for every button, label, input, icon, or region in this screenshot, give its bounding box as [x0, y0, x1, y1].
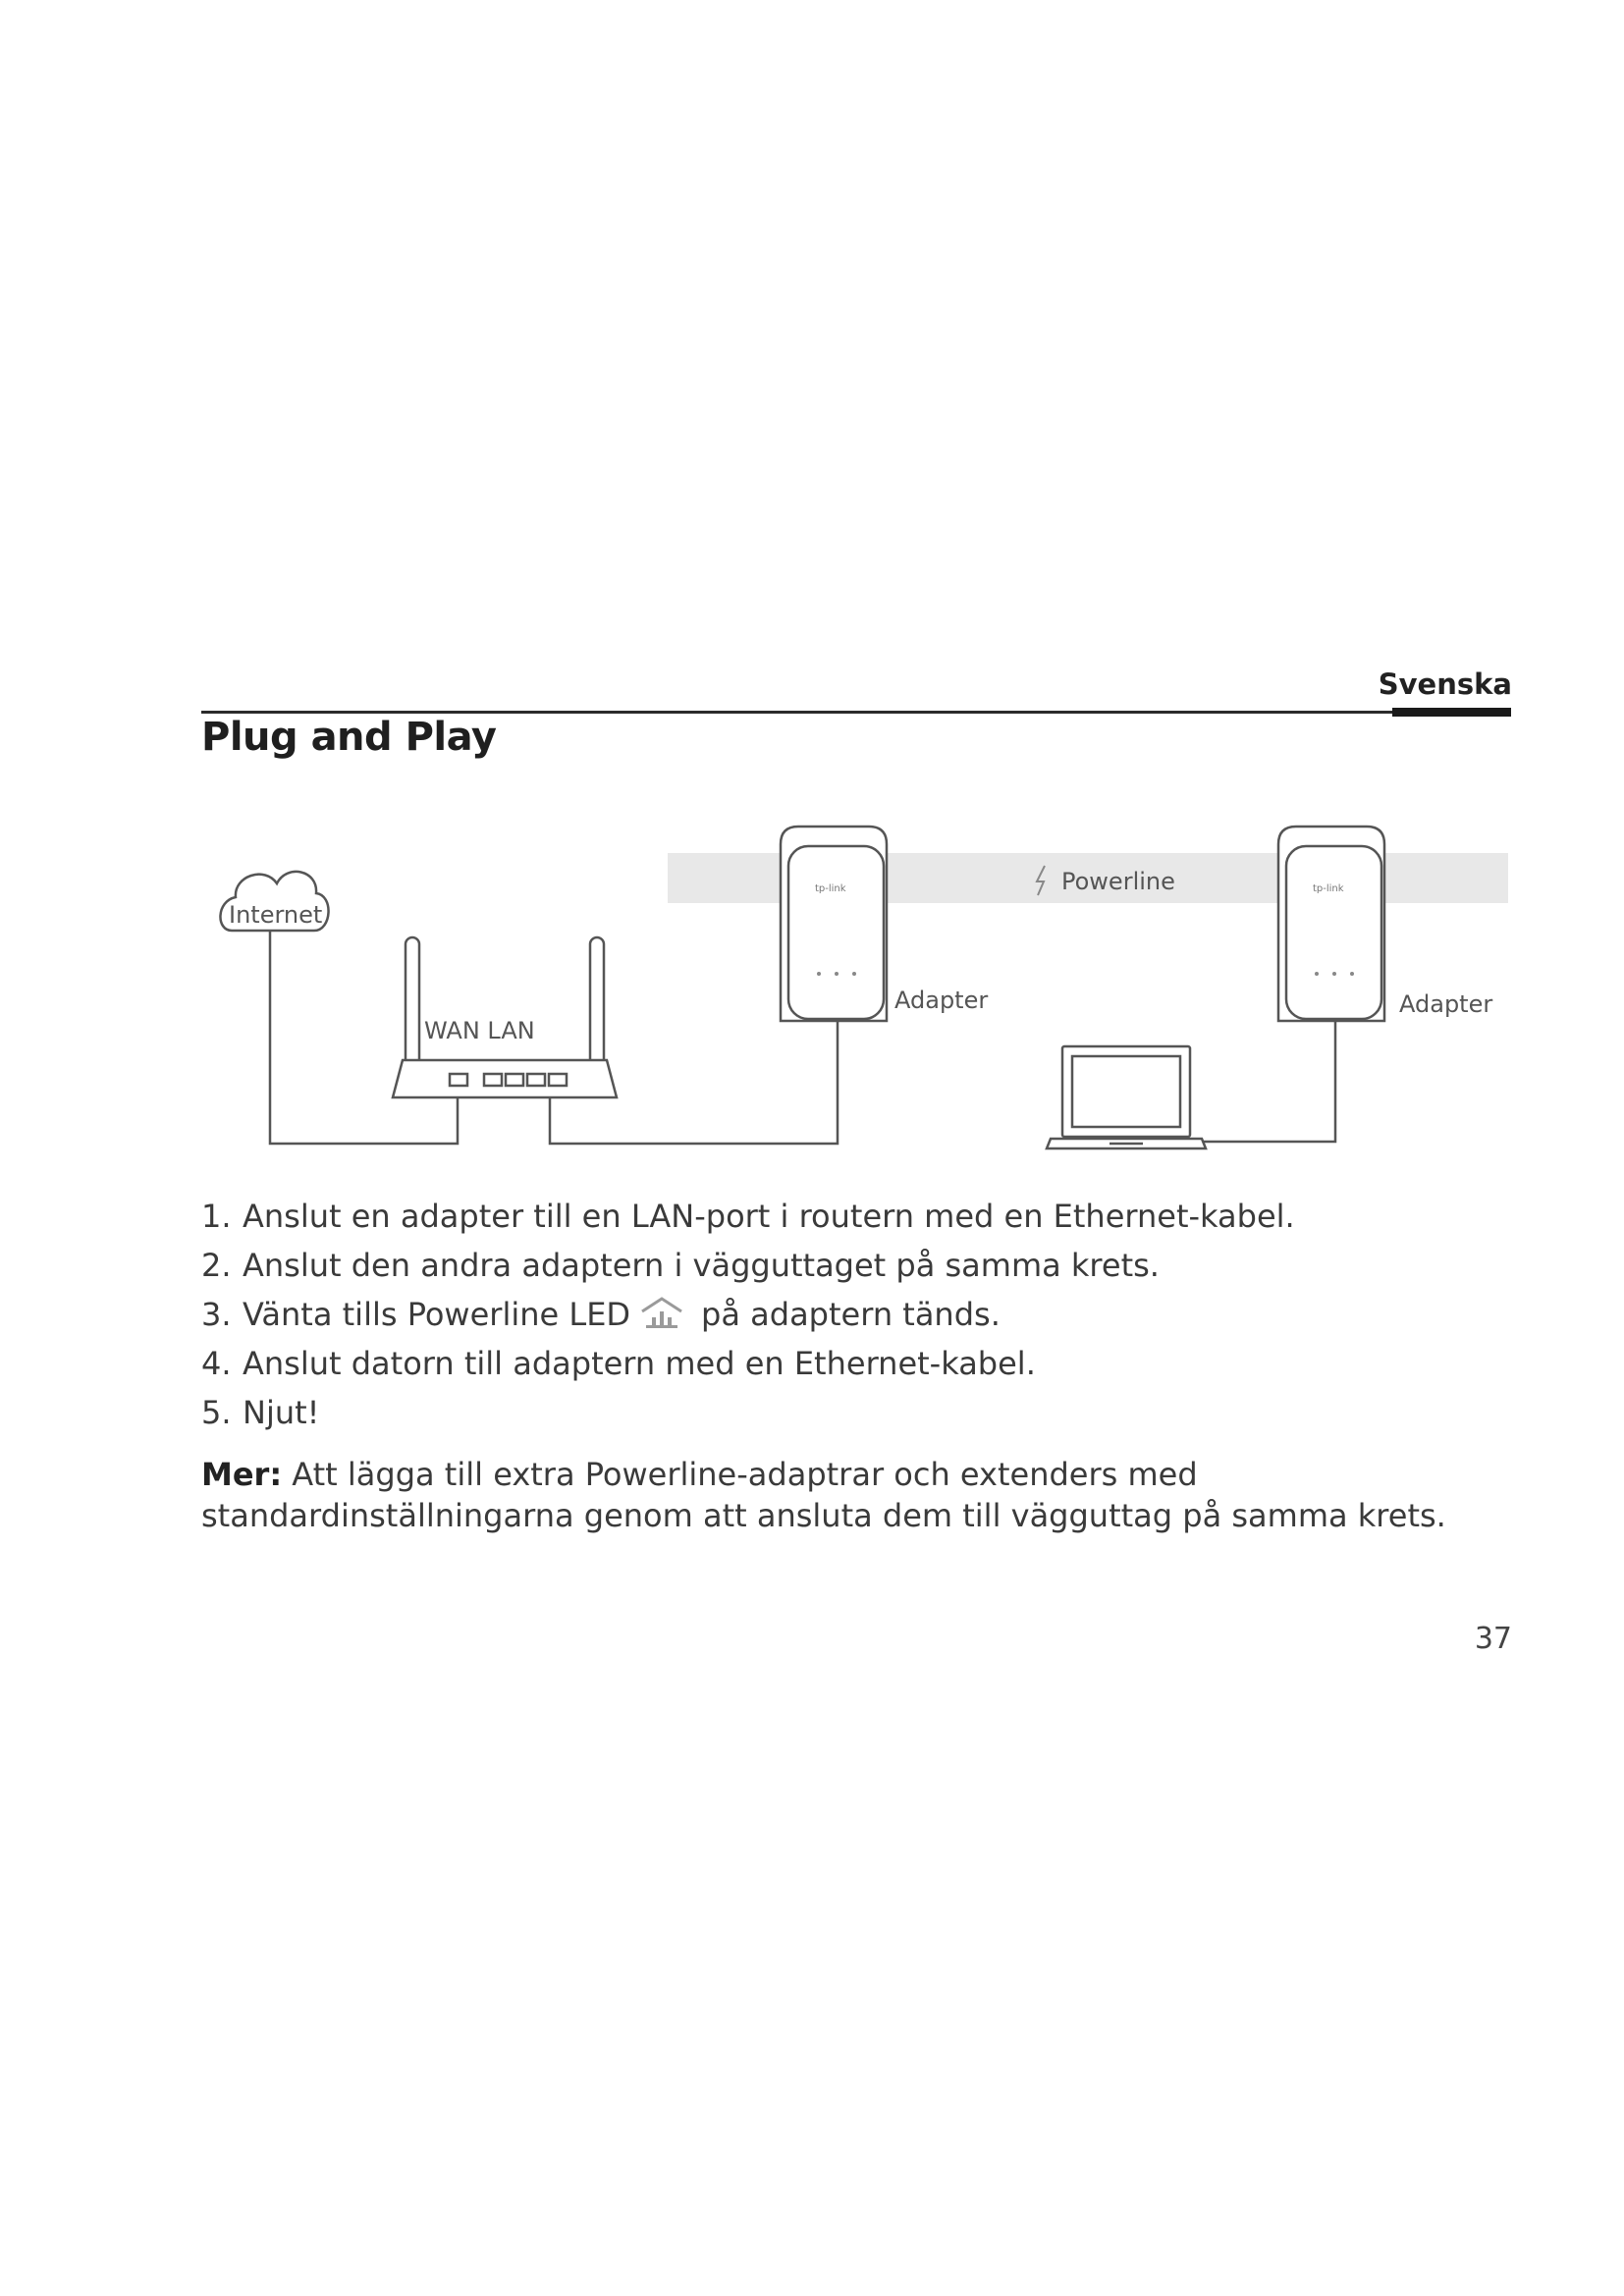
instructions-list [201, 1192, 1517, 1437]
list-item [201, 1241, 1517, 1290]
powerline-label: Powerline [1061, 868, 1175, 895]
powerline-adapter-2 [1278, 827, 1384, 1021]
list-item [201, 1192, 1517, 1241]
step-number: 5. [201, 1394, 232, 1431]
note-label: Mer: [201, 1456, 283, 1493]
step-number: 3. [201, 1296, 232, 1333]
page-number: 37 [1474, 1622, 1512, 1656]
language-label: Svenska [1378, 667, 1512, 701]
step-text: Anslut en adapter till en LAN-port i routern med en Ethernet-kabel. [243, 1198, 1295, 1235]
adapter-2-label: Adapter [1399, 990, 1493, 1018]
step-text: Vänta tills Powerline LED [243, 1296, 631, 1333]
powerline-led-icon [638, 1296, 685, 1329]
powerline-adapter-1 [781, 827, 887, 1021]
step-text: Anslut den andra adaptern i vägguttaget på samma krets. [243, 1247, 1160, 1284]
step-number: 2. [201, 1247, 232, 1284]
note-text: Att lägga till extra Powerline-adaptrar och extenders med standardinställningarna genom att ansluta dem till vägguttag på samma krets. [201, 1456, 1446, 1534]
step-text: på adaptern tänds. [701, 1296, 1001, 1333]
step-text: Njut! [243, 1394, 320, 1431]
step-number: 1. [201, 1198, 232, 1235]
brand-logo: tp-link [815, 883, 846, 894]
laptop-icon [1047, 1046, 1206, 1148]
internet-label: Internet [229, 901, 323, 929]
list-item [201, 1388, 1517, 1437]
step-text: Anslut datorn till adaptern med en Ethernet-kabel. [243, 1345, 1036, 1382]
page-title: Plug and Play [201, 715, 497, 760]
more-info-note [201, 1454, 1517, 1536]
router-ports-label: WAN LAN [424, 1017, 535, 1044]
list-item [201, 1290, 1517, 1339]
brand-logo: tp-link [1313, 883, 1344, 894]
step-number: 4. [201, 1345, 232, 1382]
list-item [201, 1339, 1517, 1388]
adapter-1-label: Adapter [894, 987, 989, 1014]
